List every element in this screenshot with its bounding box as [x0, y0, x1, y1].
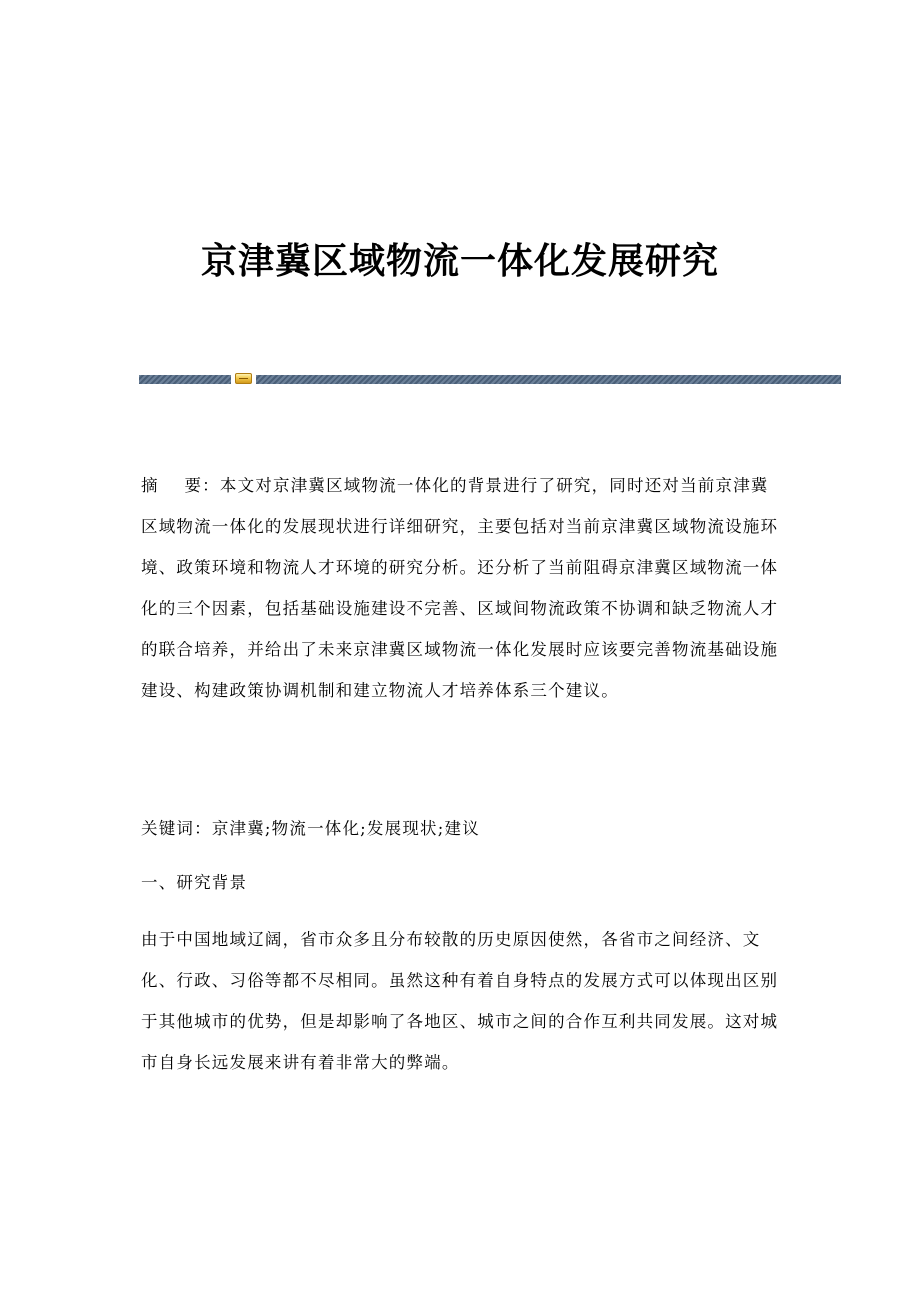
divider-bar-left: [139, 375, 231, 384]
abstract-text: 本文对京津冀区域物流一体化的背景进行了研究，同时还对当前京津冀区域物流一体化的发展现状进行详细研究，主要包括对当前京津冀区域物流设施环境、政策环境和物流人才环境的研究分析。还分析了当前阻碍京津冀区域物流一体化的三个因素，包括基础设施建设不完善、区域间物流政策不协调和缺乏物流人才的联合培养，并给出了未来京津冀区域物流一体化发展时应该要完善物流基础设施建设、构建政策协调机制和建立物流人才培养体系三个建议。: [141, 476, 779, 700]
title-divider: [139, 375, 841, 384]
keywords-label: 关键词：: [141, 819, 212, 838]
keywords-text: 京津冀;物流一体化;发展现状;建议: [211, 819, 480, 838]
abstract-label: 摘 要：: [141, 476, 220, 495]
document-title: 京津冀区域物流一体化发展研究: [200, 240, 719, 283]
divider-bar-right: [256, 375, 841, 384]
section-paragraph: 由于中国地域辽阔，省市众多且分布较散的历史原因使然，各省市之间经济、文化、行政、习俗等都不尽相同。虽然这种有着自身特点的发展方式可以体现出区别于其他城市的优势，但是却影响了各地区、城市之间的合作互利共同发展。这对城市自身长远发展来讲有着非常大的弊端。: [141, 930, 779, 1072]
abstract-paragraph: [141, 465, 781, 711]
section-heading: 一、研究背景: [141, 873, 248, 892]
keywords-line: [141, 808, 781, 849]
divider-ornament-icon: [235, 373, 252, 384]
